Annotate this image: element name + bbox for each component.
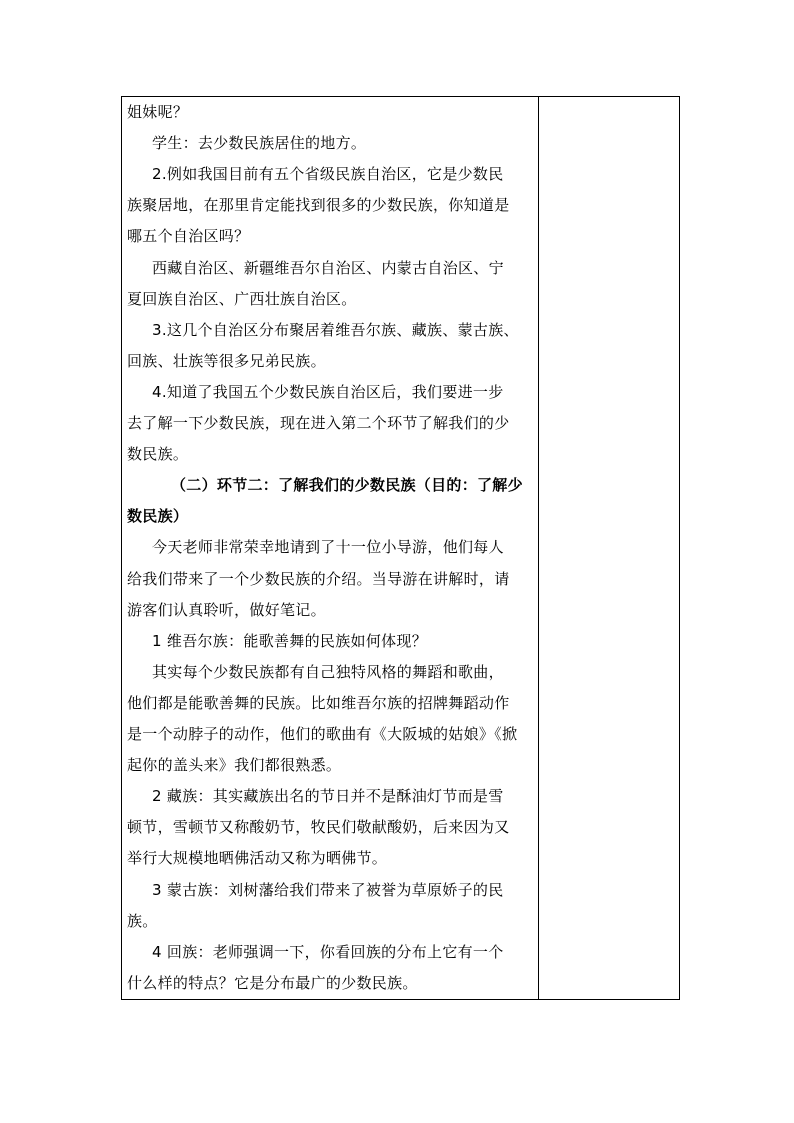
text-line: 族。: [127, 911, 158, 930]
lesson-content-cell: [122, 97, 538, 999]
text-line: 西藏自治区、新疆维吾尔自治区、内蒙古自治区、宁: [152, 258, 504, 277]
text-line: 姐妹呢？: [127, 103, 189, 121]
text-line: 今天老师非常荣幸地请到了十一位小导游，他们每人: [152, 538, 504, 557]
text-line: 2 藏族：其实藏族出名的节日并不是酥油灯节而是雪: [152, 787, 504, 806]
text-line: 什么样的特点？它是分布最广的少数民族。: [127, 973, 418, 992]
text-line: 顿节，雪顿节又称酸奶节，牧民们敬献酸奶，后来因为又: [127, 818, 510, 837]
text-line: 1 维吾尔族：能歌善舞的民族如何体现？: [152, 631, 428, 650]
text-line: 3 蒙古族：刘树藩给我们带来了被誉为草原娇子的民: [152, 880, 504, 899]
text-line: 其实每个少数民族都有自己独特风格的舞蹈和歌曲，: [152, 662, 504, 681]
text-line: 3.这几个自治区分布聚居着维吾尔族、藏族、蒙古族、: [152, 320, 519, 339]
text-line: 是一个动脖子的动作，他们的歌曲有《大阪城的姑娘》《掀: [127, 725, 518, 743]
text-line: 哪五个自治区吗？: [127, 227, 250, 246]
text-line: 4.知道了我国五个少数民族自治区后，我们要进一步: [152, 382, 504, 401]
text-line: 数民族。: [127, 445, 189, 464]
text-line: 游客们认真聆听，做好笔记。: [127, 600, 326, 619]
text-line: 夏回族自治区、广西壮族自治区。: [127, 289, 357, 308]
text-line: 回族、壮族等很多兄弟民族。: [127, 351, 326, 370]
text-line: 族聚居地，在那里肯定能找到很多的少数民族，你知道是: [127, 196, 510, 215]
text-line: 给我们带来了一个少数民族的介绍。当导游在讲解时，请: [127, 569, 510, 588]
text-line: 数民族）: [127, 507, 189, 526]
text-line: 2.例如我国目前有五个省级民族自治区，它是少数民: [152, 165, 504, 184]
text-line: 4 回族：老师强调一下，你看回族的分布上它有一个: [152, 942, 504, 961]
text-line: 他们都是能歌善舞的民族。比如维吾尔族的招牌舞蹈动作: [127, 693, 510, 712]
text-line: （二）环节二：了解我们的少数民族（目的：了解少: [171, 476, 523, 495]
notes-cell: [539, 97, 679, 999]
lesson-table: [121, 96, 680, 1000]
text-line: 去了解一下少数民族，现在进入第二个环节了解我们的少: [127, 414, 510, 432]
text-line: 起你的盖头来》我们都很熟悉。: [127, 756, 342, 775]
text-line: 举行大规模地晒佛活动又称为晒佛节。: [127, 849, 388, 868]
text-line: 学生：去少数民族居住的地方。: [152, 134, 367, 153]
